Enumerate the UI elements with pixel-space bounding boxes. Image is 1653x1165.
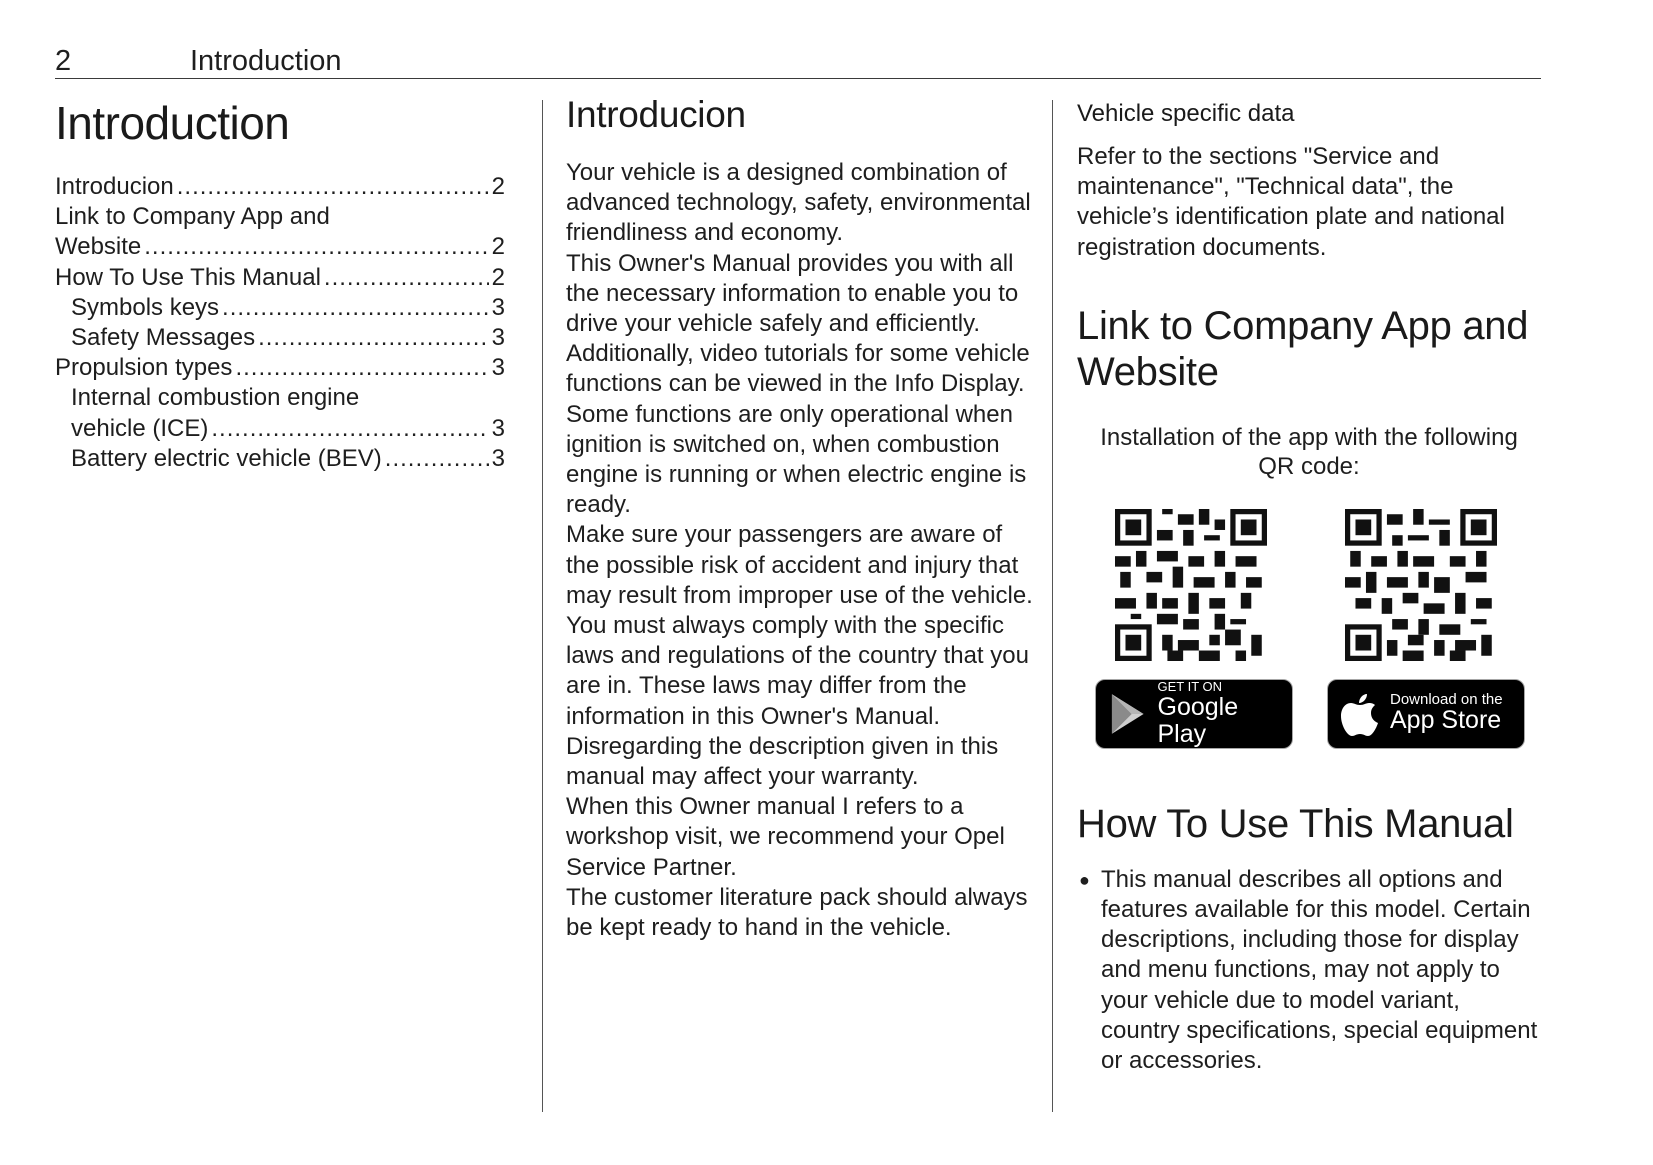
- toc-entry[interactable]: Symbols keys ..... 3: [55, 293, 505, 323]
- google-play-icon: [1108, 692, 1148, 736]
- column-divider: [1052, 100, 1053, 1112]
- toc-entry[interactable]: Introducion ..... 2: [55, 172, 505, 202]
- app-store-button[interactable]: [1327, 679, 1525, 749]
- chapter-title: Introduction: [55, 97, 290, 149]
- toc-entry-line[interactable]: Link to Company App and: [55, 203, 330, 231]
- google-play-label: Google Play: [1157, 692, 1239, 748]
- paragraph: Disregarding the description given in this manual may affect your warranty.: [566, 732, 999, 791]
- intro-column: [566, 92, 1036, 943]
- toc-column: [55, 92, 505, 474]
- toc-entry[interactable]: Website ..... 2: [55, 232, 505, 262]
- column-divider: [542, 100, 543, 1112]
- toc-entry[interactable]: Battery electric vehicle (BEV) ..... 3: [55, 444, 505, 474]
- page-header: [55, 43, 1541, 79]
- google-play-caption: GET IT ON: [1157, 678, 1223, 694]
- toc-entry-line[interactable]: Internal combustion engine: [71, 384, 360, 412]
- google-play-button[interactable]: [1095, 679, 1293, 749]
- how-to-list: [1077, 865, 1541, 1076]
- install-instructions: Installation of the app with the following QR code:: [1100, 423, 1518, 480]
- qr-codes-row: [1077, 509, 1541, 669]
- qr-code-ios-icon[interactable]: [1345, 509, 1497, 661]
- qr-code-android-icon[interactable]: [1115, 509, 1267, 661]
- toc-entry[interactable]: Propulsion types ..... 3: [55, 353, 505, 383]
- toc-page-number: 2: [491, 263, 505, 291]
- section-heading-introduction: Introducion: [566, 94, 746, 135]
- page-number: 2: [55, 45, 72, 77]
- subheading-vehicle-data: Vehicle specific data: [1077, 100, 1295, 127]
- running-title: Introduction: [190, 45, 342, 77]
- app-store-label: App Store: [1390, 706, 1502, 735]
- paragraph: Make sure your passengers are aware of the possible risk of accident and injury that may result from improper use of the vehicle.: [566, 521, 1033, 609]
- vehicle-data-text: Refer to the sections "Service and maintenance", "Technical data", the vehicle’s identification plate and national registration documents.: [1077, 143, 1505, 261]
- toc-entry[interactable]: Safety Messages ..... 3: [55, 323, 505, 353]
- toc-page-number: 3: [491, 324, 505, 352]
- paragraph: You must always comply with the specific laws and regulations of the country that you are in. These laws may differ from the information in this Owner's Manual.: [566, 612, 1029, 730]
- toc-page-number: 2: [491, 173, 505, 200]
- toc-entry[interactable]: How To Use This Manual ..... 2: [55, 263, 505, 293]
- store-badges: [1077, 679, 1541, 749]
- list-item: ● This manual describes all options and features available for this model. Certain descriptions, including those for display and menu functions, may not apply to your vehicle due to model variant, country specifications, special equipment or accessories.: [1077, 865, 1541, 1076]
- app-store-caption: Download on the: [1390, 691, 1503, 709]
- right-column: [1077, 92, 1541, 1076]
- paragraph: Some functions are only operational when ignition is switched on, when combustion engine is running or when electric engine is ready.: [566, 400, 1027, 519]
- intro-body: [566, 158, 1036, 943]
- paragraph: This Owner's Manual provides you with all the necessary information to enable you to drive your vehicle safely and efficiently.: [566, 249, 1019, 338]
- toc-page-number: 2: [491, 233, 505, 261]
- toc-page-number: 3: [491, 354, 505, 382]
- toc-entry[interactable]: vehicle (ICE) ..... 3: [55, 414, 505, 444]
- paragraph: When this Owner manual I refers to a workshop visit, we recommend your Opel Service Partner.: [566, 793, 1005, 881]
- apple-icon: [1340, 690, 1380, 738]
- table-of-contents: [55, 172, 505, 474]
- section-heading-app-link: Link to Company App and Website: [1077, 303, 1529, 394]
- section-heading-how-to: How To Use This Manual: [1077, 801, 1514, 846]
- paragraph: Your vehicle is a designed combination of advanced technology, safety, environmental friendliness and economy.: [566, 159, 1031, 247]
- toc-page-number: 3: [491, 293, 505, 321]
- paragraph: The customer literature pack should always be kept ready to hand in the vehicle.: [566, 883, 1028, 942]
- paragraph: Additionally, video tutorials for some vehicle functions can be viewed in the Info Display.: [566, 340, 1030, 398]
- toc-page-number: 3: [491, 414, 505, 442]
- toc-page-number: 3: [491, 444, 505, 472]
